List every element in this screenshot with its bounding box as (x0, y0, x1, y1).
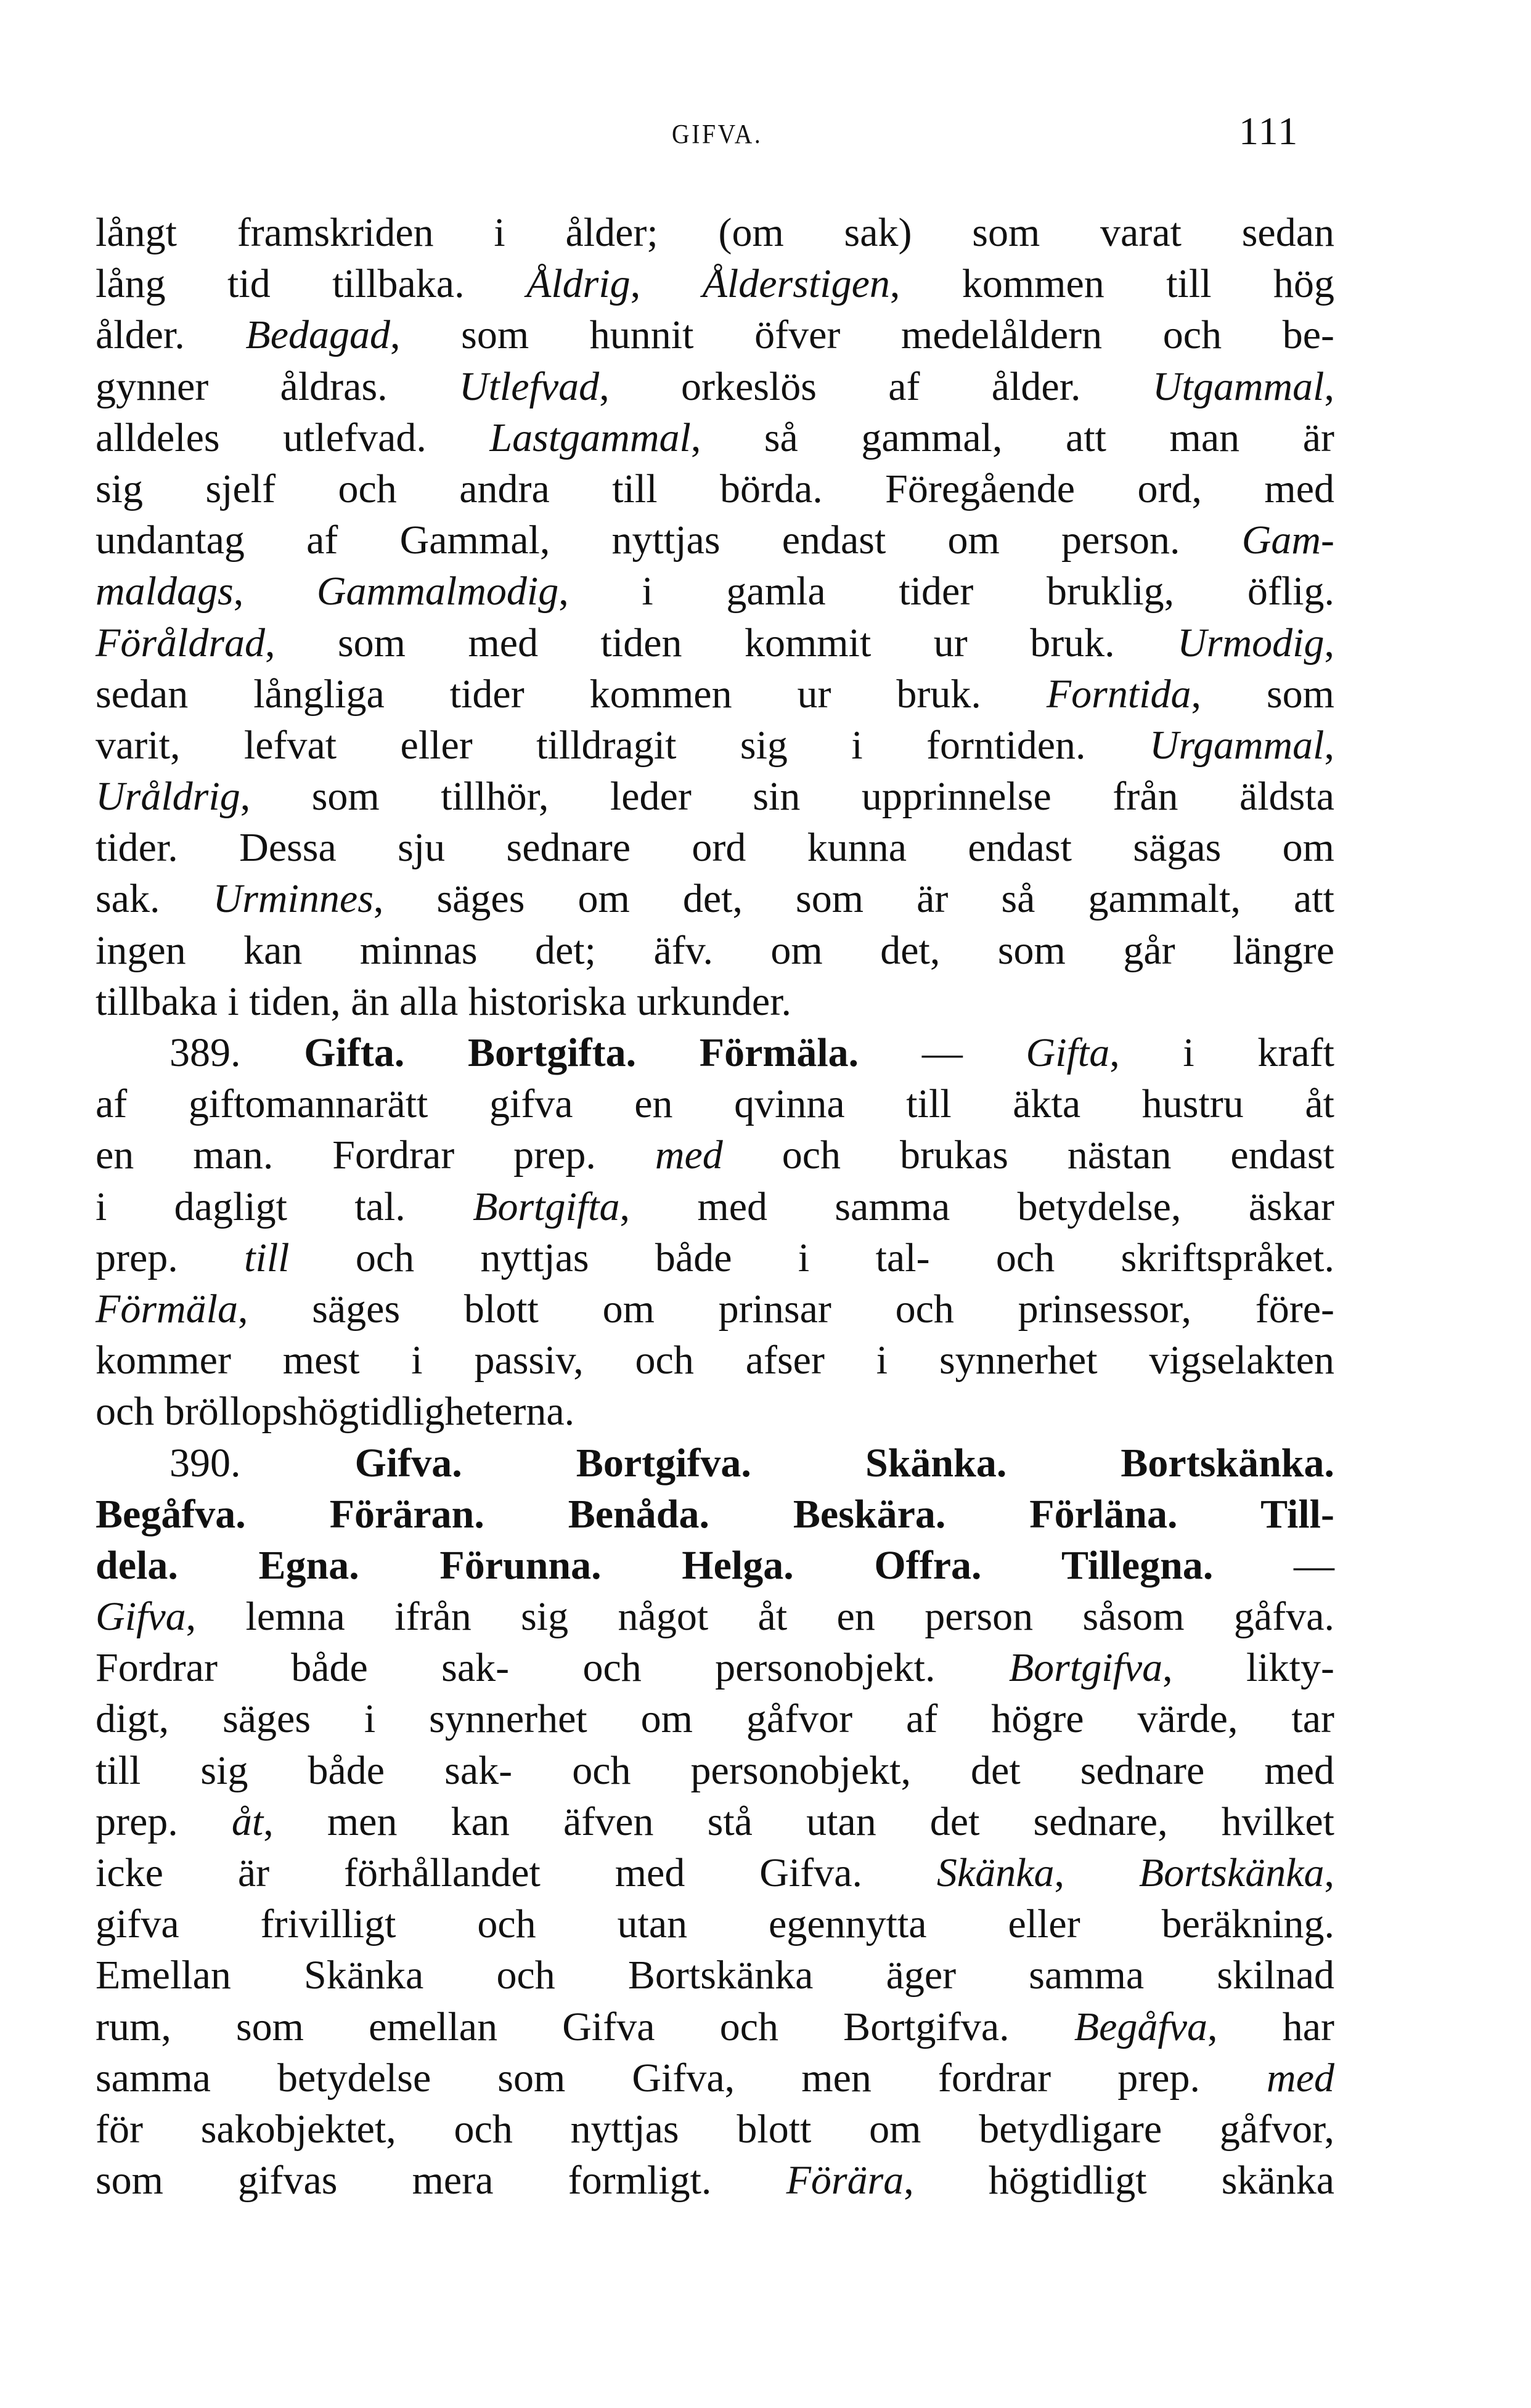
text-line (96, 617, 1334, 669)
text-line-content (96, 2104, 1334, 2155)
text-line-content (96, 1950, 1334, 2001)
italic-term: Urgammal (1149, 722, 1325, 768)
text-segment: gynner åldras. (96, 364, 459, 409)
text-line-content (96, 1129, 1334, 1181)
text-segment: icke är förhållandet med Gifva. (96, 1850, 937, 1895)
bold-headword: dela. Egna. Förunna. Helga. Offra. Tillegna. (96, 1542, 1214, 1588)
text-segment: , har (1207, 2004, 1334, 2049)
text-line (96, 1078, 1334, 1129)
text-line-content (96, 1283, 1334, 1335)
text-segment: och nyttjas både i tal- och skriftspråket. (289, 1235, 1334, 1280)
text-line (96, 1745, 1334, 1796)
text-line (96, 2001, 1334, 2052)
bold-headword: Gifta. Bortgifta. Förmäla. (304, 1030, 859, 1075)
text-line-content (96, 925, 1334, 976)
text-line (96, 2104, 1334, 2155)
italic-term: Urmodig (1177, 620, 1325, 665)
text-segment: 389. (169, 1030, 304, 1075)
text-line-content (96, 2052, 1334, 2104)
text-segment: som gifvas mera formligt. (96, 2158, 786, 2203)
text-segment: och bröllopshögtidligheterna. (96, 1389, 575, 1434)
text-line (96, 1796, 1334, 1847)
text-segment: — (1213, 1542, 1335, 1588)
italic-term: Uråldrig (96, 774, 240, 820)
text-line (96, 1591, 1334, 1642)
body-text (96, 207, 1334, 2206)
italic-term: Forntida (1046, 671, 1191, 717)
text-segment: , orkeslös af ålder. (599, 364, 1153, 409)
text-line (96, 822, 1334, 873)
text-segment: digt, säges i synnerhet om gåfvor af högre värde, tar (96, 1696, 1334, 1742)
text-line-content (96, 1898, 1334, 1950)
text-line (96, 1950, 1334, 2001)
text-line-content (96, 1847, 1334, 1898)
italic-term: Utlefvad (459, 364, 600, 409)
text-line (96, 1847, 1334, 1898)
text-segment: sig sjelf och andra till börda. Föregående ord, med (96, 466, 1334, 511)
text-segment: rum, som emellan Gifva och Bortgifva. (96, 2004, 1074, 2049)
text-line (96, 1283, 1334, 1335)
text-line-content (169, 1438, 1334, 1489)
text-line-content (96, 1693, 1334, 1744)
italic-term: Gifta (1026, 1030, 1110, 1075)
text-line (96, 873, 1334, 924)
text-segment: 390. (169, 1440, 355, 1486)
bold-headword: Gifva. Bortgifva. Skänka. Bortskänka. (354, 1440, 1334, 1486)
bold-headword: Begåfva. Föräran. Benåda. Beskära. Förläna. Till- (96, 1491, 1334, 1537)
text-segment: , säges blott om prinsar och prinsessor, före- (238, 1286, 1334, 1332)
text-line (96, 1181, 1334, 1232)
italic-term: Förmäla (96, 1286, 238, 1332)
italic-term: Gam- (1241, 518, 1334, 563)
text-segment: undantag af Gammal, nyttjas endast om person. (96, 518, 1242, 563)
text-line (96, 2052, 1334, 2104)
italic-term: Bedagad (245, 312, 391, 358)
text-line (96, 258, 1334, 309)
text-segment: tillbaka i tiden, än alla historiska urkunder. (96, 978, 792, 1024)
text-line-content (96, 361, 1334, 412)
text-line-content (96, 309, 1334, 360)
italic-term: Utgammal (1152, 364, 1325, 409)
text-segment: , kommen till hög (889, 261, 1334, 307)
running-head (0, 109, 1531, 161)
text-segment: , så gammal, att man är (690, 415, 1334, 460)
text-segment: , (1324, 722, 1334, 768)
italic-term: Bortskänka (1138, 1850, 1325, 1895)
text-line (96, 361, 1334, 412)
italic-term: Föråldrad (96, 620, 266, 665)
text-segment: , högtidligt skänka (904, 2158, 1334, 2203)
italic-term: med (1267, 2055, 1334, 2101)
text-line (96, 207, 1334, 258)
text-line-content (96, 1745, 1334, 1796)
text-segment: tider. Dessa sju sednare ord kunna endast sägas om (96, 825, 1334, 871)
text-segment: Fordrar både sak- och personobjekt. (96, 1645, 1009, 1691)
text-line (96, 1027, 1334, 1078)
italic-term: Gammalmodig (316, 569, 559, 614)
italic-term: Urminnes (213, 876, 374, 922)
text-line (96, 412, 1334, 463)
text-segment: och brukas nästan endast (722, 1133, 1334, 1178)
text-line-content (96, 1796, 1334, 1847)
page-number: 111 (1239, 109, 1299, 153)
text-line-content (96, 566, 1334, 617)
text-segment: långt framskriden i ålder; (om sak) som varat sedan (96, 210, 1334, 255)
text-segment: , som hunnit öfver medelåldern och be- (390, 312, 1334, 358)
text-line (96, 1386, 1334, 1437)
text-line-content (96, 617, 1334, 669)
text-line (96, 2155, 1334, 2206)
text-line (96, 515, 1334, 566)
italic-term: Åldrig (526, 261, 631, 307)
text-segment: — (859, 1030, 1026, 1075)
italic-term: Ålderstigen (702, 261, 890, 307)
text-line-content (96, 463, 1334, 515)
text-line-content (96, 771, 1334, 822)
text-segment: , (233, 569, 317, 614)
text-line-content (96, 873, 1334, 924)
text-segment: prep. (96, 1235, 245, 1280)
text-segment: , i kraft (1109, 1030, 1335, 1075)
text-line (96, 463, 1334, 515)
text-line-content (96, 1335, 1334, 1386)
text-line-content (96, 207, 1334, 258)
italic-term: Skänka (936, 1850, 1055, 1895)
text-line-content (96, 669, 1334, 720)
text-segment: kommer mest i passiv, och afser i synnerhet vigselakten (96, 1338, 1334, 1383)
text-line (96, 976, 1334, 1027)
text-line-content (96, 1540, 1334, 1591)
text-line-content (96, 515, 1334, 566)
text-segment: , med samma betydelse, äskar (619, 1184, 1335, 1229)
italic-term: åt (231, 1799, 264, 1844)
italic-term: med (655, 1133, 723, 1178)
text-segment: för sakobjektet, och nyttjas blott om betydligare gåfvor, (96, 2106, 1334, 2152)
text-line (96, 1693, 1334, 1744)
text-segment: , som (1191, 671, 1334, 717)
text-segment: en man. Fordrar prep. (96, 1133, 655, 1178)
italic-term: Förära (786, 2158, 904, 2203)
text-line (96, 566, 1334, 617)
text-segment: , (1324, 620, 1334, 665)
text-line (96, 1898, 1334, 1950)
text-line (96, 1129, 1334, 1181)
text-line (96, 1438, 1334, 1489)
text-segment: , lemna ifrån sig något åt en person såsom gåfva. (186, 1594, 1334, 1640)
text-line-content (169, 1027, 1334, 1078)
text-line-content (96, 720, 1334, 771)
text-line-content (96, 1489, 1334, 1540)
text-segment: , (630, 261, 703, 307)
text-line (96, 309, 1334, 360)
text-line-content (96, 1181, 1334, 1232)
text-line-content (96, 412, 1334, 463)
text-line (96, 669, 1334, 720)
text-line-content (96, 2001, 1334, 2052)
text-segment: ålder. (96, 312, 246, 358)
text-segment: alldeles utlefvad. (96, 415, 490, 460)
text-segment: , (1054, 1850, 1139, 1895)
text-segment: Emellan Skänka och Bortskänka äger samma skilnad (96, 1953, 1334, 1998)
italic-term: Bortgifta (473, 1184, 620, 1229)
text-line-content (96, 1386, 1334, 1437)
text-segment: ingen kan minnas det; äfv. om det, som går längre (96, 927, 1334, 973)
text-segment: gifva frivilligt och utan egennytta eller beräkning. (96, 1902, 1334, 1947)
text-line (96, 771, 1334, 822)
text-line-content (96, 1591, 1334, 1642)
text-segment: , likty- (1162, 1645, 1334, 1691)
text-line (96, 1232, 1334, 1283)
text-segment: till sig både sak- och personobjekt, det sednare med (96, 1747, 1334, 1793)
text-line-content (96, 976, 1334, 1027)
italic-term: till (244, 1235, 290, 1280)
italic-term: maldags (96, 569, 234, 614)
text-line-content (96, 1232, 1334, 1283)
text-segment: lång tid tillbaka. (96, 261, 526, 307)
text-segment: , i gamla tider bruklig, öflig. (558, 569, 1334, 614)
text-segment: , som med tiden kommit ur bruk. (265, 620, 1178, 665)
text-segment: i dagligt tal. (96, 1184, 473, 1229)
text-segment: prep. (96, 1799, 232, 1844)
text-segment: af giftomannarätt gifva en qvinna till äkta hustru åt (96, 1081, 1334, 1127)
text-segment: , som tillhör, leder sin upprinnelse från äldsta (240, 774, 1334, 820)
running-head-title: GIFVA. (672, 119, 763, 149)
text-segment: samma betydelse som Gifva, men fordrar prep. (96, 2055, 1267, 2101)
text-segment: varit, lefvat eller tilldragit sig i forntiden. (96, 722, 1149, 768)
text-segment: sak. (96, 876, 213, 922)
text-line (96, 1489, 1334, 1540)
italic-term: Gifva (96, 1594, 186, 1640)
text-line (96, 720, 1334, 771)
text-line-content (96, 1078, 1334, 1129)
text-line (96, 1540, 1334, 1591)
italic-term: Lastgammal (489, 415, 691, 460)
text-line-content (96, 822, 1334, 873)
text-line (96, 925, 1334, 976)
text-line-content (96, 258, 1334, 309)
text-line-content (96, 2155, 1334, 2206)
text-line (96, 1642, 1334, 1693)
text-segment: , men kan äfven stå utan det sednare, hvilket (263, 1799, 1334, 1844)
text-segment: sedan långliga tider kommen ur bruk. (96, 671, 1047, 717)
text-segment: , (1324, 1850, 1334, 1895)
text-line-content (96, 1642, 1334, 1693)
text-line (96, 1335, 1334, 1386)
italic-term: Begåfva (1074, 2004, 1208, 2049)
text-segment: , säges om det, som är så gammalt, att (373, 876, 1334, 922)
italic-term: Bortgifva (1008, 1645, 1163, 1691)
text-segment: , (1324, 364, 1334, 409)
